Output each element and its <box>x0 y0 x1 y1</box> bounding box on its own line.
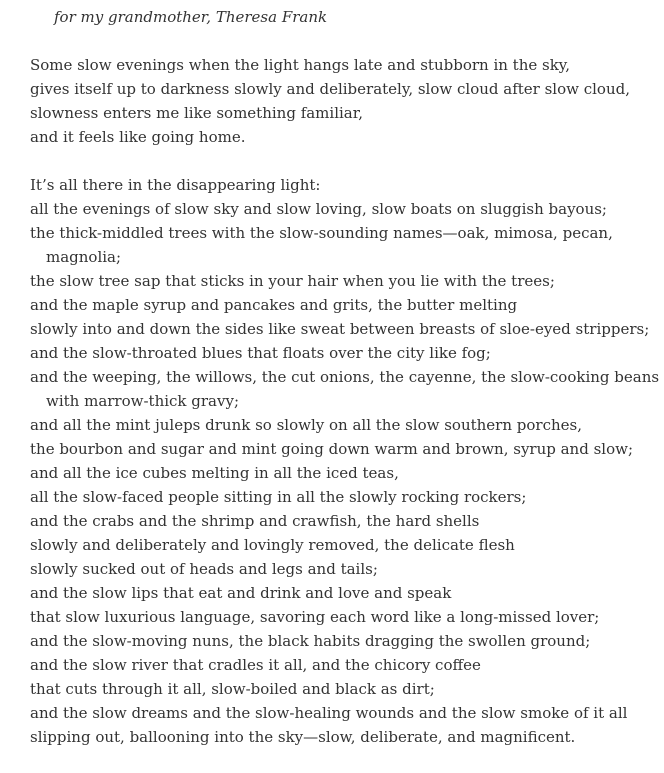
poem-line: all the slow-faced people sitting in all the slowly rocking rockers; <box>30 488 527 506</box>
poem-line: and the slow-moving nuns, the black habits dragging the swollen ground; <box>30 632 591 650</box>
poem-line: and all the mint juleps drunk so slowly on all the slow southern porches, <box>30 416 582 434</box>
poem-line: and the maple syrup and pancakes and grits, the butter melting <box>30 296 518 314</box>
poem-line: the thick-middled trees with the slow-sounding names—oak, mimosa, pecan, magnolia; <box>30 224 613 266</box>
poem-line: slowness enters me like something familiar, <box>30 104 364 122</box>
poem-line: and it feels like going home. <box>30 128 246 146</box>
poem-line: that cuts through it all, slow-boiled and black as dirt; <box>30 680 435 698</box>
poem-line: the bourbon and sugar and mint going down warm and brown, syrup and slow; <box>30 440 634 458</box>
stanza-1 <box>30 53 660 149</box>
poem-line: Some slow evenings when the light hangs late and stubborn in the sky, <box>30 56 571 74</box>
poem-line: slowly sucked out of heads and legs and tails; <box>30 560 378 578</box>
poem-dedication: for my grandmother, Theresa Frank <box>54 8 328 26</box>
poem-line: slowly and deliberately and lovingly removed, the delicate flesh <box>30 536 515 554</box>
poem-line: slowly into and down the sides like sweat between breasts of sloe-eyed strippers; <box>30 320 650 338</box>
poem-line: and all the ice cubes melting in all the iced teas, <box>30 464 399 482</box>
poem-line: and the weeping, the willows, the cut onions, the cayenne, the slow-cooking beans with marrow-thick gravy; <box>30 368 660 410</box>
stanza-2 <box>30 173 660 749</box>
poem-line: that slow luxurious language, savoring each word like a long-missed lover; <box>30 608 600 626</box>
poem-line: and the crabs and the shrimp and crawfish, the hard shells <box>30 512 480 530</box>
poem-line: the slow tree sap that sticks in your hair when you lie with the trees; <box>30 272 555 290</box>
poem-line: slipping out, ballooning into the sky—slow, deliberate, and magnificent. <box>30 728 576 746</box>
poem-line: and the slow lips that eat and drink and love and speak <box>30 584 452 602</box>
poem-line: and the slow dreams and the slow-healing wounds and the slow smoke of it all <box>30 704 628 722</box>
poem <box>30 5 660 773</box>
poem-line: and the slow river that cradles it all, and the chicory coffee <box>30 656 481 674</box>
poem-line: It’s all there in the disappearing light: <box>30 176 321 194</box>
poem-line: all the evenings of slow sky and slow loving, slow boats on sluggish bayous; <box>30 200 607 218</box>
poem-line: and the slow-throated blues that floats over the city like fog; <box>30 344 491 362</box>
poem-line: gives itself up to darkness slowly and deliberately, slow cloud after slow cloud, <box>30 80 630 98</box>
